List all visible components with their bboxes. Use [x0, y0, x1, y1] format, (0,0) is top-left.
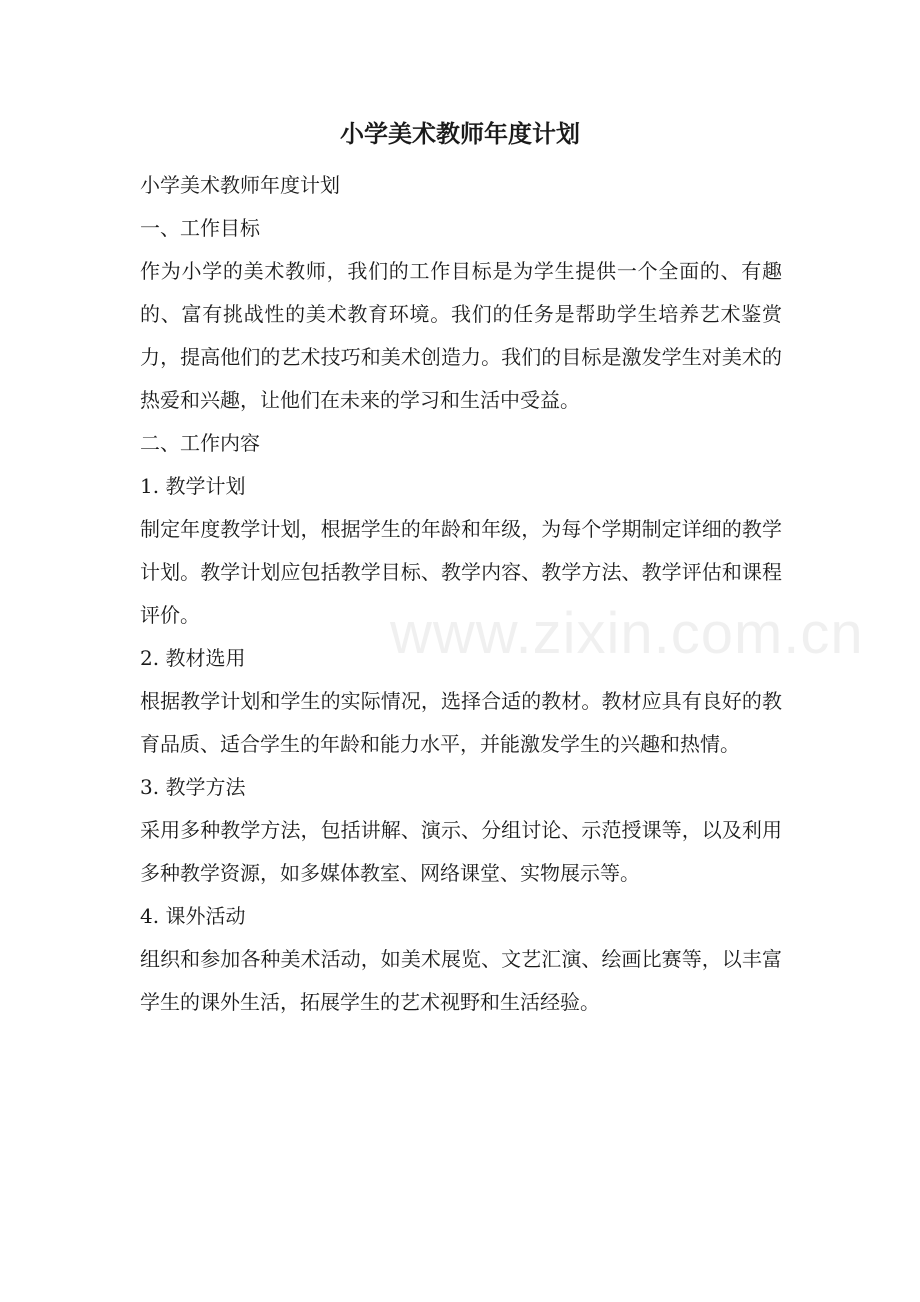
paragraph-teaching-plan: 制定年度教学计划，根据学生的年龄和年级，为每个学期制定详细的教学计划。教学计划应包括教学目标、教学内容、教学方法、教学评估和课程评价。 [140, 517, 782, 627]
item-heading-teaching-plan: 1. 教学计划 [140, 474, 246, 498]
subtitle-line: 小学美术教师年度计划 [140, 173, 340, 197]
section-heading-content: 二、工作内容 [140, 431, 260, 455]
item-heading-teaching-methods: 3. 教学方法 [140, 775, 246, 799]
section-heading-goal: 一、工作目标 [140, 216, 260, 240]
paragraph-extracurricular: 组织和参加各种美术活动，如美术展览、文艺汇演、绘画比赛等，以丰富学生的课外生活，拓展学生的艺术视野和生活经验。 [140, 947, 782, 1014]
item-heading-textbook-selection: 2. 教材选用 [140, 646, 246, 670]
document-body [140, 164, 782, 1024]
watermark: www.zixin.com.cn [390, 601, 864, 666]
paragraph-teaching-methods: 采用多种教学方法，包括讲解、演示、分组讨论、示范授课等，以及利用多种教学资源，如多媒体教室、网络课堂、实物展示等。 [140, 818, 782, 885]
paragraph-goal: 作为小学的美术教师，我们的工作目标是为学生提供一个全面的、有趣的、富有挑战性的美术教育环境。我们的任务是帮助学生培养艺术鉴赏力，提高他们的艺术技巧和美术创造力。我们的目标是激发学生对美术的热爱和兴趣，让他们在未来的学习和生活中受益。 [140, 259, 782, 412]
document-title: 小学美术教师年度计划 [340, 119, 580, 148]
item-heading-extracurricular: 4. 课外活动 [140, 904, 246, 928]
paragraph-textbook-selection: 根据教学计划和学生的实际情况，选择合适的教材。教材应具有良好的教育品质、适合学生的年龄和能力水平，并能激发学生的兴趣和热情。 [140, 689, 782, 756]
